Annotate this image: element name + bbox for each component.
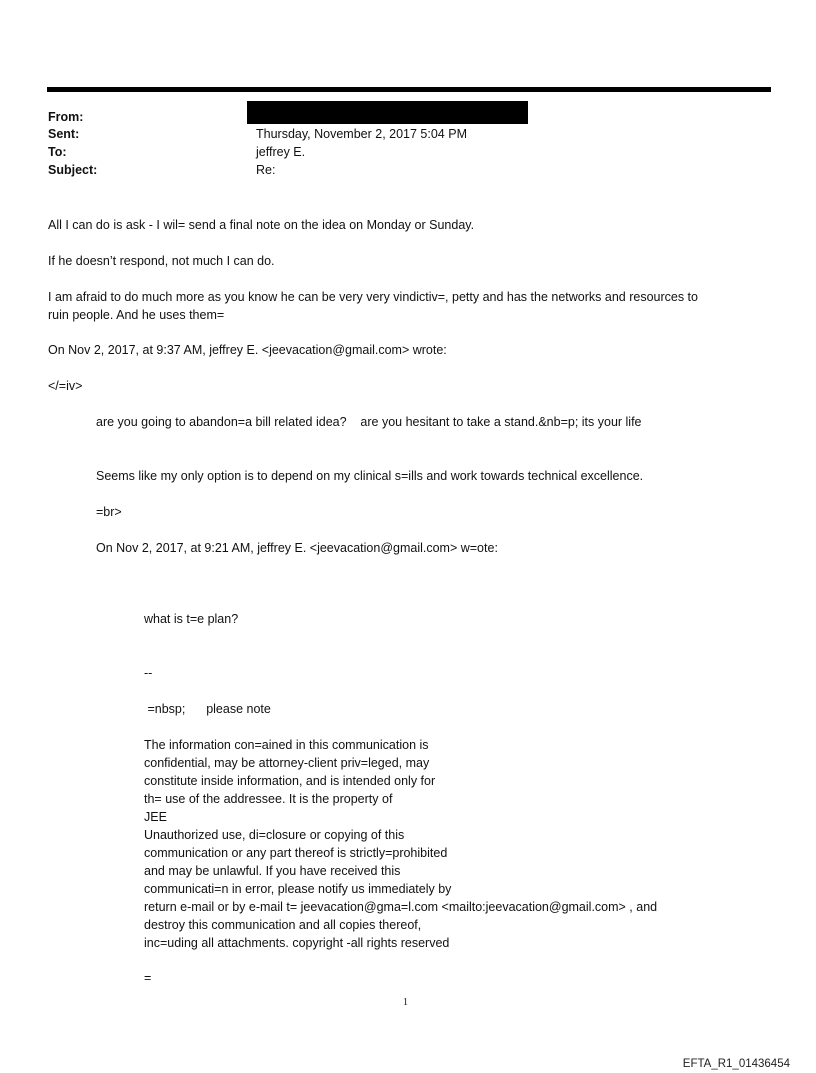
body-line-2: If he doesn’t respond, not much I can do.: [48, 254, 275, 268]
quote1-text: are you going to abandon=a bill related idea? are you hesitant to take a stand.&nb=p; its your life: [96, 415, 642, 429]
subject-label: Subject:: [48, 163, 98, 177]
body-line-3a: I am afraid to do much more as you know he can be very very vindictiv=, petty and has the networks and resources to: [48, 290, 698, 304]
please-note: =nbsp; please note: [144, 702, 271, 716]
body-line-3b: ruin people. And he uses them=: [48, 308, 225, 322]
from-label: From:: [48, 110, 84, 124]
div-tag-text: </=iv>: [48, 379, 83, 393]
body-line-1: All I can do is ask - I wil= send a final note on the idea on Monday or Sunday.: [48, 218, 475, 232]
to-value: jeffrey E.: [256, 145, 306, 159]
sent-value: Thursday, November 2, 2017 5:04 PM: [256, 127, 467, 141]
confidentiality-disclaimer: The information con=ained in this communication is confidential, may be attorney-client priv=leged, may constitute inside information, and is intended only for th= use of the addressee. It is the property of JEE Unauthorized use, di=closure or copying of this communication or any part thereof is strictly=prohibited and may be unlawful. If you have received this communicati=n in error, please notify us immediately by return e-mail or by e-mail t= jeevacation@gma=l.com <mailto:jeevacation@gmail.com> , and destroy this communication and all copies thereof, inc=uding all attachments. copyright -all rights reserved: [144, 738, 658, 950]
page-number: 1: [403, 997, 408, 1008]
reply2-text: Seems like my only option is to depend on my clinical s=ills and work towards technical excellence.: [96, 469, 644, 483]
document-id: EFTA_R1_01436454: [682, 1058, 790, 1070]
quote1-header: On Nov 2, 2017, at 9:37 AM, jeffrey E. <jeevacation@gmail.com> wrote:: [48, 343, 447, 357]
quote2-header: On Nov 2, 2017, at 9:21 AM, jeffrey E. <jeevacation@gmail.com> w=ote:: [96, 541, 498, 555]
end-equals: =: [144, 971, 152, 985]
subject-value: Re:: [256, 163, 276, 177]
header-rule: [47, 87, 771, 92]
sent-label: Sent:: [48, 127, 80, 141]
redaction-box: [247, 101, 528, 124]
br-tag-text: =br>: [96, 505, 122, 519]
signature-dash: --: [144, 666, 153, 680]
to-label: To:: [48, 145, 67, 159]
quote2-text: what is t=e plan?: [144, 612, 239, 626]
